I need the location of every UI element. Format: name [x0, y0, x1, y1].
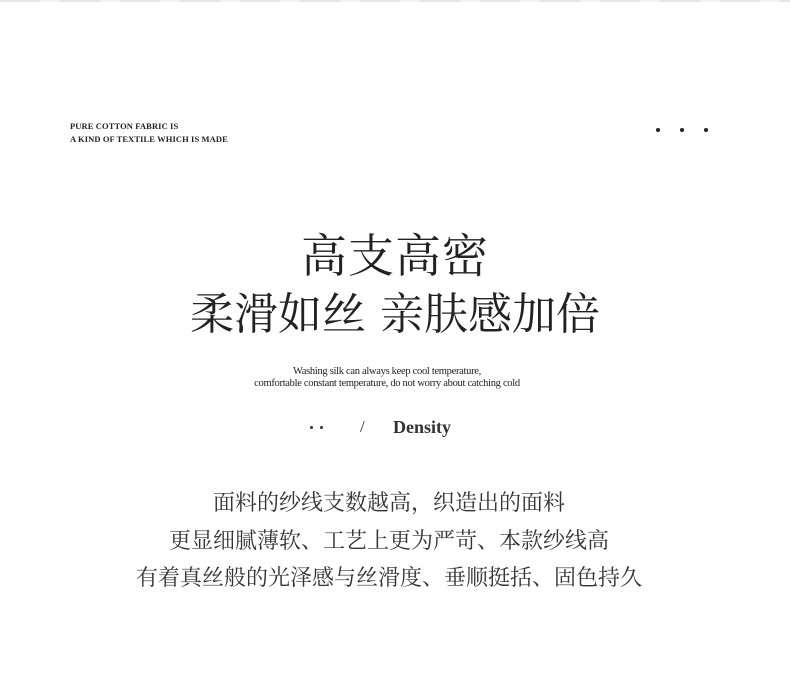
eyebrow-line-1: PURE COTTON FABRIC IS — [70, 121, 179, 131]
description-line-2: 更显细腻薄软、工艺上更为严苛、本款纱线高 — [168, 529, 609, 554]
section-label: Density — [393, 417, 451, 437]
english-subtitle-line-2: comfortable constant temperature, do not worry about catching cold — [254, 378, 520, 389]
english-subtitle-line-1: Washing silk can always keep cool temperature, — [293, 366, 481, 377]
top-divider — [0, 0, 790, 2]
headline-line-2: 柔滑如丝 亲肤感加倍 — [190, 289, 600, 340]
headline-line-1: 高支高密 — [301, 229, 489, 283]
section-separator: / — [360, 417, 365, 436]
description-line-3: 有着真丝般的光泽感与丝滑度、垂顺挺括、固色持久 — [135, 566, 642, 591]
two-dots-icon — [310, 426, 326, 430]
eyebrow-caption — [70, 120, 228, 146]
eyebrow-line-2: A KIND OF TEXTILE WHICH IS MADE — [70, 134, 228, 144]
section-label-row — [0, 414, 790, 440]
three-dots-icon — [654, 128, 710, 134]
description-line-1: 面料的纱线支数越高，织造出的面料 — [212, 491, 565, 516]
